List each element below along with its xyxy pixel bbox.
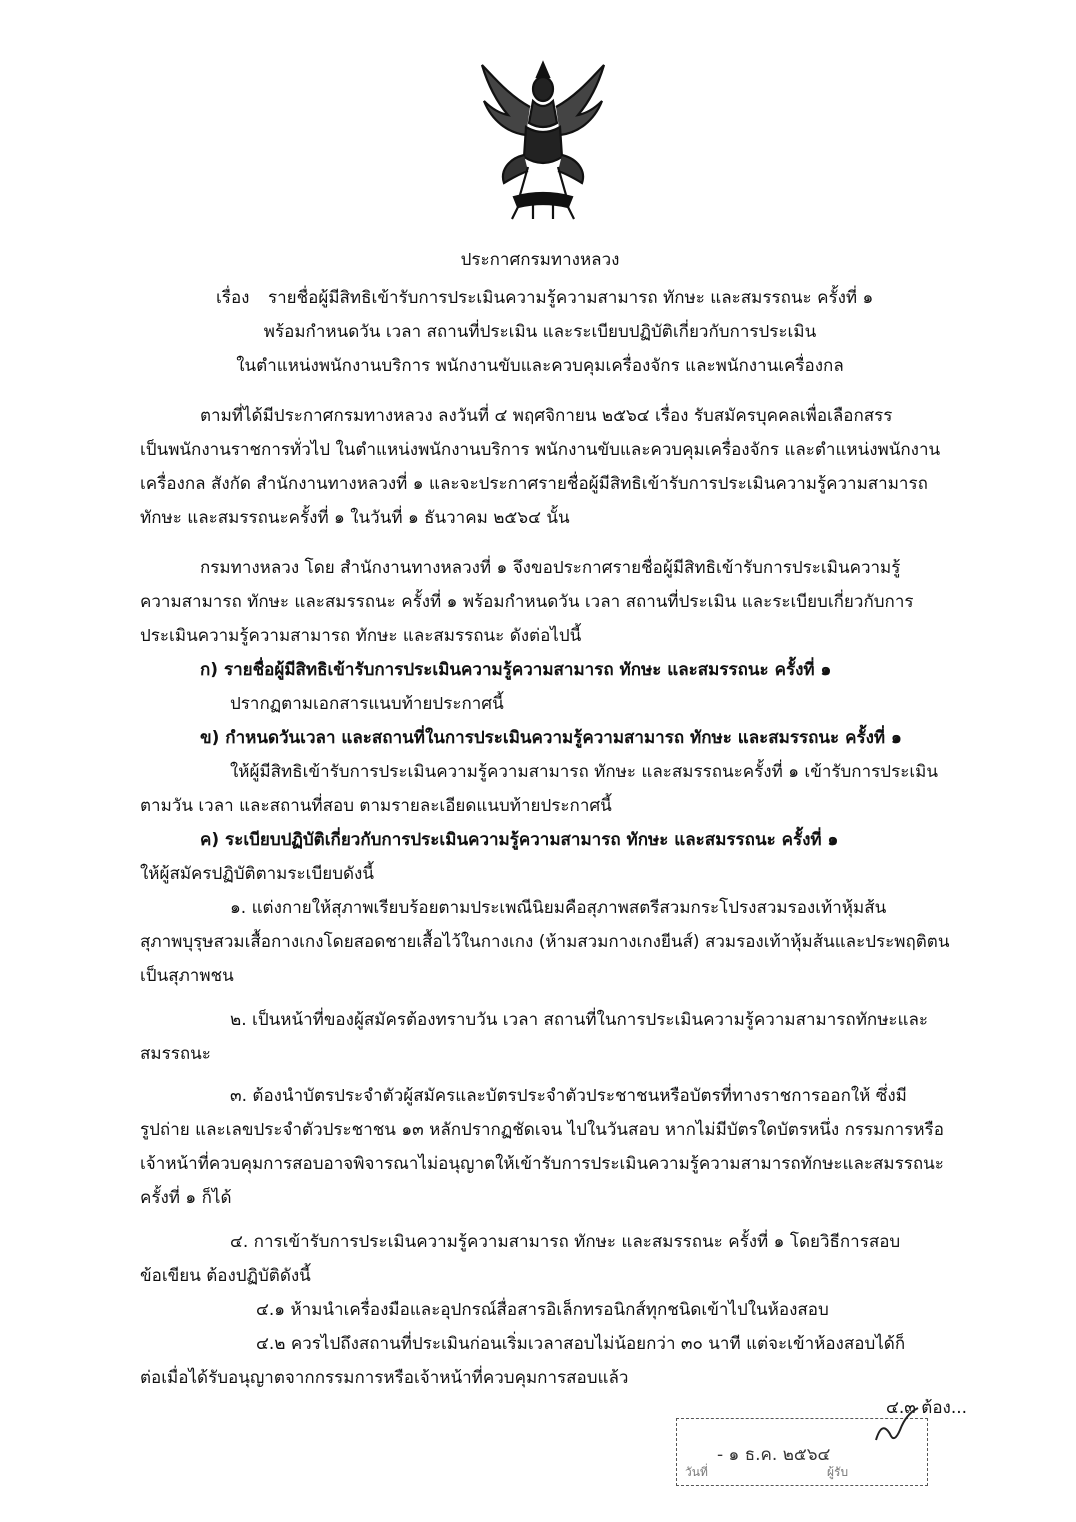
garuda-emblem-icon [478,55,608,225]
rule-2-line: ๒. เป็นหน้าที่ของผู้สมัครต้องทราบวัน เวลา สถานที่ในการประเมินความรู้ความสามารถทักษะและ [230,1010,929,1030]
rule-1-line: เป็นสุภาพชน [140,966,234,986]
para1-line: เครื่องกล สังกัด สำนักงานทางหลวงที่ ๑ และจะประกาศรายชื่อผู้มีสิทธิเข้ารับการประเมินความรู้ความสามารถ [140,474,928,494]
section-a-text: ปรากฏตามเอกสารแนบท้ายประกาศนี้ [230,694,504,714]
subject-line-1: รายชื่อผู้มีสิทธิเข้ารับการประเมินความรู้ความสามารถ ทักษะ และสมรรถนะ ครั้งที่ ๑ [268,288,874,308]
rule-4-2-line: ๔.๒ ควรไปถึงสถานที่ประเมินก่อนเริ่มเวลาสอบไม่น้อยกว่า ๓๐ นาที แต่จะเข้าห้องสอบได้ก็ [256,1334,906,1354]
para1-line: ทักษะ และสมรรถนะครั้งที่ ๑ ในวันที่ ๑ ธันวาคม ๒๕๖๔ นั้น [140,508,570,528]
rule-4-1-line: ๔.๑ ห้ามนำเครื่องมือและอุปกรณ์สื่อสารอิเล็กทรอนิกส์ทุกชนิดเข้าไปในห้องสอบ [256,1300,829,1320]
rule-4-2-line: ต่อเมื่อได้รับอนุญาตจากกรรมการหรือเจ้าหน้าที่ควบคุมการสอบแล้ว [140,1368,629,1388]
rule-3-line: ๓. ต้องนำบัตรประจำตัวผู้สมัครและบัตรประจำตัวประชาชนหรือบัตรที่ทางราชการออกให้ ซึ่งมี [230,1086,907,1106]
section-b-text: ให้ผู้มีสิทธิเข้ารับการประเมินความรู้ความสามารถ ทักษะ และสมรรถนะครั้งที่ ๑ เข้ารับการประเมิน [230,762,938,782]
section-b-text: ตามวัน เวลา และสถานที่สอบ ตามรายละเอียดแนบท้ายประกาศนี้ [140,796,612,816]
subject-line-3: ในตำแหน่งพนักงานบริการ พนักงานขับและควบคุมเครื่องจักร และพนักงานเครื่องกล [236,356,844,376]
rule-3-line: รูปถ่าย และเลขประจำตัวประชาชน ๑๓ หลักปรากฏชัดเจน ไปในวันสอบ หากไม่มีบัตรใดบัตรหนึ่ง กรรมการหรือ [140,1120,944,1140]
rule-3-line: ครั้งที่ ๑ ก็ได้ [140,1188,232,1208]
section-c-title: ค) ระเบียบปฏิบัติเกี่ยวกับการประเมินความรู้ความสามารถ ทักษะ และสมรรถนะ ครั้งที่ ๑ [200,830,839,850]
section-c-text: ให้ผู้สมัครปฏิบัติตามระเบียบดังนี้ [140,864,374,884]
document-org-title: ประกาศกรมทางหลวง [460,250,620,270]
continuation-note: ๔.๓ ต้อง... [886,1398,968,1418]
para2-line: ประเมินความรู้ความสามารถ ทักษะ และสมรรถนะ ดังต่อไปนี้ [140,626,582,646]
para1-line: เป็นพนักงานราชการทั่วไป ในตำแหน่งพนักงานบริการ พนักงานขับและควบคุมเครื่องจักร และตำแหน่งพนักงาน [140,440,941,460]
rule-3-line: เจ้าหน้าที่ควบคุมการสอบอาจพิจารณาไม่อนุญาตให้เข้ารับการประเมินความรู้ความสามารถทักษะและสมรรถนะ [140,1154,944,1174]
section-b-title: ข) กำหนดวันเวลา และสถานที่ในการประเมินความรู้ความสามารถ ทักษะ และสมรรถนะ ครั้งที่ ๑ [200,728,902,748]
para2-line: กรมทางหลวง โดย สำนักงานทางหลวงที่ ๑ จึงขอประกาศรายชื่อผู้มีสิทธิเข้ารับการประเมินความรู้ [200,558,901,578]
stamp-receiver-label: ผู้รับ [827,1465,849,1479]
section-a-title: ก) รายชื่อผู้มีสิทธิเข้ารับการประเมินความรู้ความสามารถ ทักษะ และสมรรถนะ ครั้งที่ ๑ [200,660,832,680]
subject-line-2: พร้อมกำหนดวัน เวลา สถานที่ประเมิน และระเบียบปฏิบัติเกี่ยวกับการประเมิน [263,322,817,342]
para1-line: ตามที่ได้มีประกาศกรมทางหลวง ลงวันที่ ๔ พฤศจิกายน ๒๕๖๔ เรื่อง รับสมัครบุคคลเพื่อเลือกสรร [200,406,893,426]
stamp-date-label: วันที่ [685,1465,708,1479]
stamp-date: - ๑ ธ.ค. ๒๕๖๔ [717,1445,831,1465]
rule-1-line: สุภาพบุรุษสวมเสื้อกางเกงโดยสอดชายเสื้อไว้ในกางเกง (ห้ามสวมกางเกงยีนส์) สวมรองเท้าหุ้มส้นและประพฤติตน [140,932,950,952]
para2-line: ความสามารถ ทักษะ และสมรรถนะ ครั้งที่ ๑ พร้อมกำหนดวัน เวลา สถานที่ประเมิน และระเบียบเกี่ยวกับการ [140,592,914,612]
subject-label: เรื่อง [216,288,250,308]
signature-icon [866,1400,926,1460]
rule-2-line: สมรรถนะ [140,1044,211,1064]
rule-1-line: ๑. แต่งกายให้สุภาพเรียบร้อยตามประเพณีนิยมคือสุภาพสตรีสวมกระโปรงสวมรองเท้าหุ้มส้น [230,898,887,918]
rule-4-line: ๔. การเข้ารับการประเมินความรู้ความสามารถ ทักษะ และสมรรถนะ ครั้งที่ ๑ โดยวิธีการสอบ [230,1232,901,1252]
rule-4-line: ข้อเขียน ต้องปฏิบัติดังนี้ [140,1266,311,1286]
